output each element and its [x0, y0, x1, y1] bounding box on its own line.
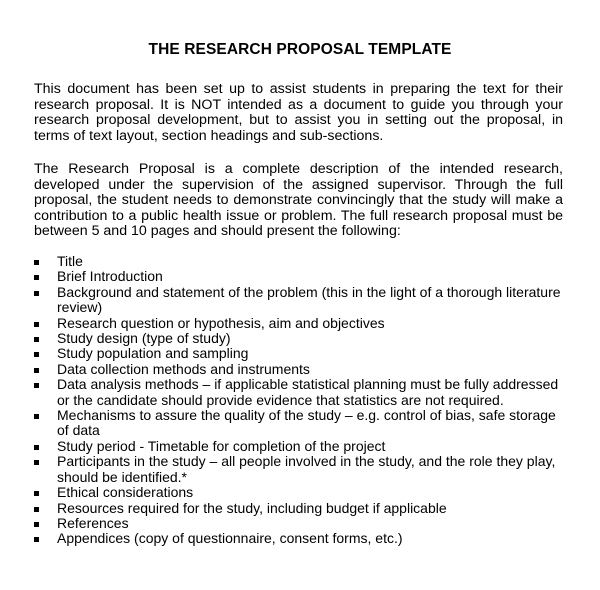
list-item: [34, 439, 563, 454]
list-item-text: Mechanisms to assure the quality of the study – e.g. control of bias, safe storage of data: [57, 407, 556, 439]
list-item: [34, 408, 563, 439]
square-bullet-icon: [34, 507, 39, 512]
square-bullet-icon: [34, 445, 39, 450]
description-paragraph: The Research Proposal is a complete description of the intended research, developed under the supervision of the assigned supervisor. Through the full proposal, the student needs to demonstrate convincingly that the study will make a contribution to a public health issue or problem. The full research proposal must be between 5 and 10 pages and should present the following:: [34, 161, 563, 240]
proposal-contents-list: [34, 254, 563, 547]
list-item-text: Appendices (copy of questionnaire, consent forms, etc.): [57, 530, 403, 547]
list-item-text: Brief Introduction: [57, 268, 163, 285]
square-bullet-icon: [34, 460, 39, 465]
list-item-text: Research question or hypothesis, aim and objectives: [57, 314, 385, 331]
list-item-text: Study design (type of study): [57, 330, 231, 347]
square-bullet-icon: [34, 537, 39, 542]
list-item: [34, 285, 563, 316]
square-bullet-icon: [34, 368, 39, 373]
list-item-text: Title: [57, 253, 83, 269]
list-item: [34, 362, 563, 377]
square-bullet-icon: [34, 383, 39, 388]
list-item-text: Resources required for the study, including budget if applicable: [57, 499, 447, 516]
square-bullet-icon: [34, 414, 39, 419]
list-item-text: Data analysis methods – if applicable statistical planning must be fully addressed or the candidate should provide evidence that statistics are not required.: [57, 376, 559, 408]
list-item: [34, 346, 563, 361]
list-item-text: Data collection methods and instruments: [57, 360, 310, 377]
list-item: [34, 377, 563, 408]
square-bullet-icon: [34, 322, 39, 327]
square-bullet-icon: [34, 352, 39, 357]
intro-paragraph: This document has been set up to assist students in preparing the text for their research proposal. It is NOT intended as a document to guide you through your research proposal development, but to assist you in setting out the proposal, in terms of text layout, section headings and sub-sections.: [34, 81, 563, 144]
list-item: [34, 254, 563, 269]
document-title: THE RESEARCH PROPOSAL TEMPLATE: [148, 41, 452, 58]
list-item: [34, 485, 563, 500]
list-item: [34, 331, 563, 346]
list-item-text: Background and statement of the problem (this in the light of a thorough literature review): [57, 283, 561, 316]
list-item-text: Study population and sampling: [57, 345, 249, 362]
list-item: [34, 501, 563, 516]
list-item: [34, 454, 563, 485]
square-bullet-icon: [34, 260, 39, 265]
list-item-text: Participants in the study – all people involved in the study, and the role they play, should be identified.*: [57, 453, 556, 485]
list-item-text: Study period - Timetable for completion of the project: [57, 437, 386, 454]
list-item: [34, 531, 563, 546]
square-bullet-icon: [34, 522, 39, 527]
list-item: [34, 269, 563, 284]
list-item-text: References: [57, 514, 129, 531]
square-bullet-icon: [34, 337, 39, 342]
list-item: [34, 516, 563, 531]
square-bullet-icon: [34, 291, 39, 296]
square-bullet-icon: [34, 275, 39, 280]
list-item: [34, 316, 563, 331]
list-item-text: Ethical considerations: [57, 484, 194, 501]
square-bullet-icon: [34, 491, 39, 496]
